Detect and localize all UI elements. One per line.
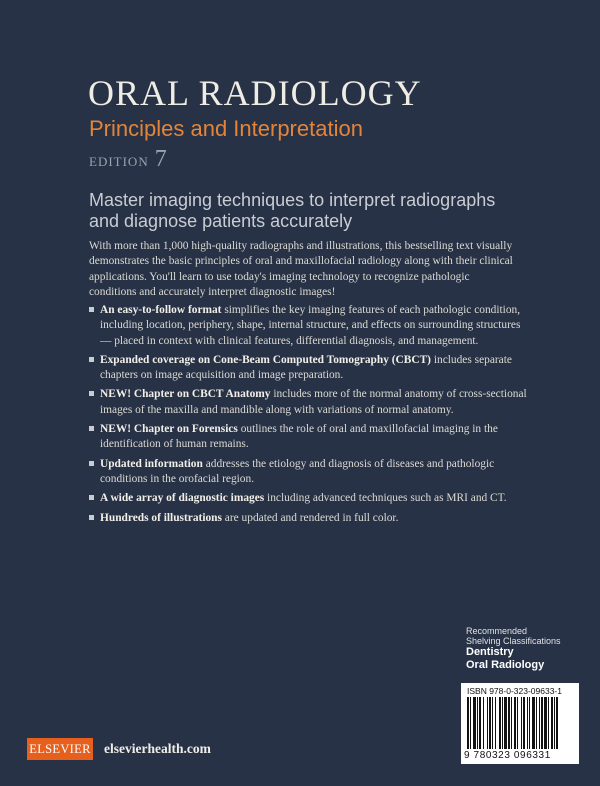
isbn-label: ISBN 978-0-323-09633-1: [467, 686, 562, 696]
edition-label: EDITION: [89, 154, 149, 169]
feature-list: [89, 303, 529, 530]
publisher-website[interactable]: elsevierhealth.com: [104, 741, 211, 756]
feature-highlight: NEW! Chapter on CBCT Anatomy: [100, 388, 271, 401]
book-title: ORAL RADIOLOGY: [88, 73, 422, 113]
barcode-icon: [467, 697, 573, 749]
feature-text: outlines the role of oral and maxillofacial imaging in the identification of human remains.: [100, 423, 498, 451]
feature-text: are updated and rendered in full color.: [221, 511, 399, 524]
feature-item: [89, 303, 529, 349]
feature-item: [89, 387, 529, 418]
feature-item: [89, 511, 529, 526]
elsevier-logo: ELSEVIER: [27, 738, 93, 760]
edition-number: 7: [154, 146, 167, 172]
feature-item: [89, 422, 529, 453]
feature-highlight: NEW! Chapter on Forensics: [100, 423, 238, 436]
barcode-digits: 9 780323 096331: [464, 750, 551, 761]
feature-text: simplifies the key imaging features of each pathologic condition, including location, periphery, shape, internal structure, and effects on surrounding structures — placed in context with clinical features, differential diagnosis, and management.: [100, 304, 521, 347]
feature-highlight: Hundreds of illustrations: [100, 511, 222, 524]
shelving-category-dentistry: Dentistry: [466, 646, 514, 658]
feature-text: addresses the etiology and diagnosis of diseases and pathologic conditions in the orofacial region.: [100, 457, 495, 485]
intro-paragraph: With more than 1,000 high-quality radiographs and illustrations, this bestselling text visually demonstrates the basic principles of oral and maxillofacial radiology along with their clinical applications. You'll learn to use today's imaging technology to recognize pathologic conditions and accurately interpret diagnostic images!: [89, 240, 513, 298]
feature-text: includes more of the normal anatomy of cross-sectional images of the maxilla and mandible along with variations of normal anatomy.: [100, 388, 527, 416]
tagline: Master imaging techniques to interpret radiographs and diagnose patients accurately: [89, 190, 496, 231]
feature-item: [89, 353, 529, 384]
feature-item: [89, 491, 529, 506]
shelving-category-oral-radiology: Oral Radiology: [466, 659, 545, 671]
feature-highlight: Expanded coverage on Cone-Beam Computed Tomography (CBCT): [100, 353, 431, 366]
shelving-heading-line2: Shelving Classifications: [466, 636, 561, 646]
feature-highlight: Updated information: [100, 457, 203, 470]
square-bullet-icon: [89, 515, 94, 520]
book-subtitle: Principles and Interpretation: [89, 116, 363, 141]
feature-text: including advanced techniques such as MRI and CT.: [264, 492, 507, 505]
square-bullet-icon: [89, 461, 94, 466]
square-bullet-icon: [89, 307, 94, 312]
feature-highlight: An easy-to-follow format: [100, 304, 222, 316]
isbn-barcode: [461, 683, 579, 764]
shelving-classifications: [466, 626, 584, 672]
feature-highlight: A wide array of diagnostic images: [100, 492, 265, 505]
square-bullet-icon: [89, 391, 94, 396]
feature-item: [89, 457, 529, 488]
feature-text: includes separate chapters on image acquisition and image preparation.: [100, 353, 512, 382]
square-bullet-icon: [89, 495, 94, 500]
shelving-heading-line1: Recommended: [466, 626, 528, 636]
edition: [89, 146, 167, 173]
square-bullet-icon: [89, 426, 94, 431]
square-bullet-icon: [89, 357, 94, 362]
